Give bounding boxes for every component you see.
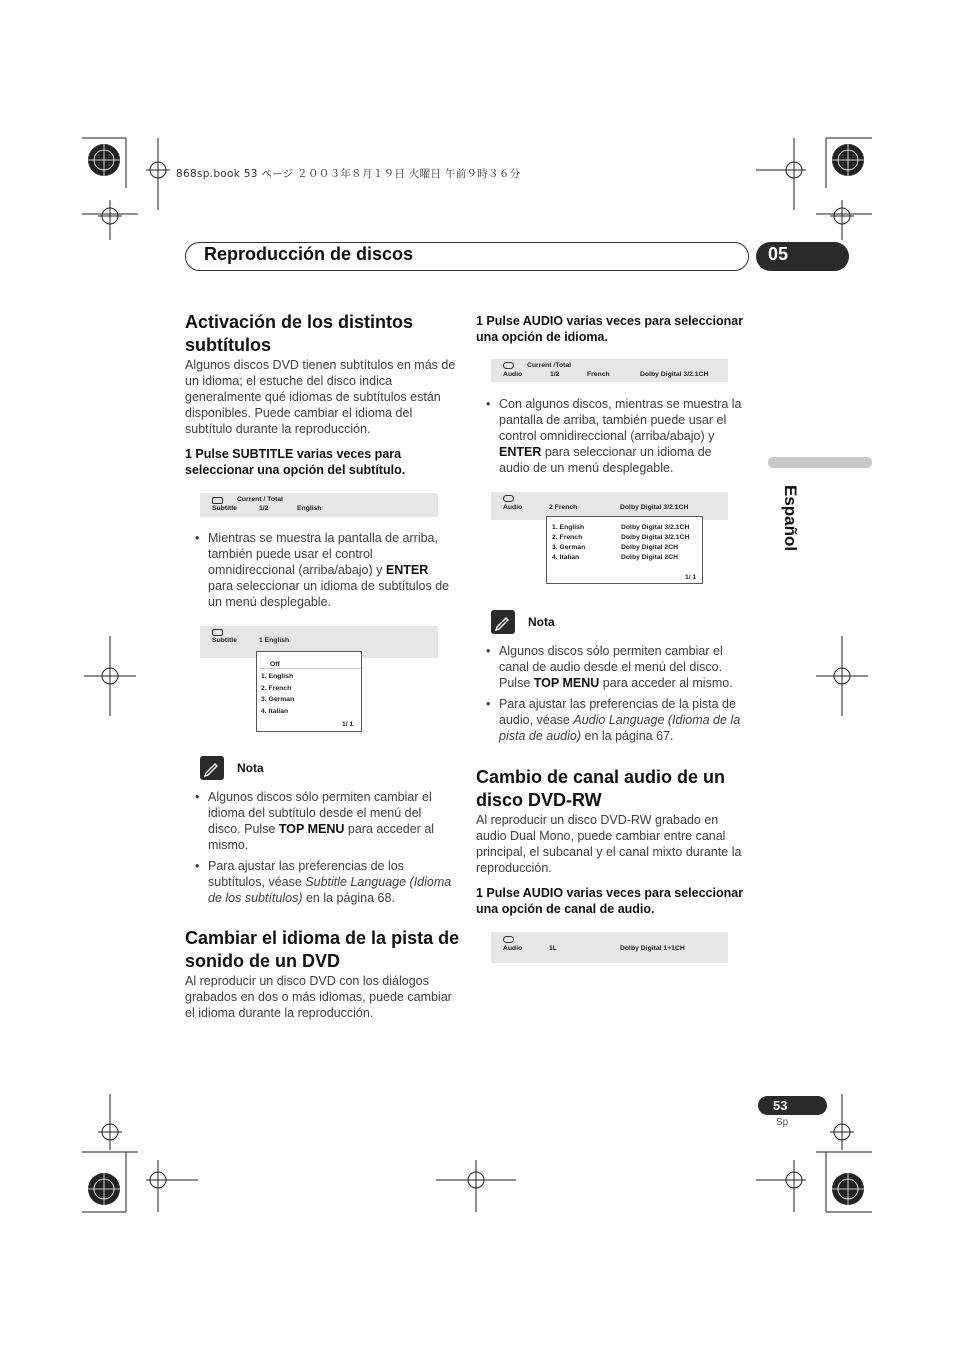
note-label: Nota (237, 761, 264, 775)
dropdown-subtitle (256, 651, 362, 732)
dropdown-item[interactable]: 3. German (552, 544, 586, 551)
language-code: Sp (776, 1117, 789, 1128)
osd-number: 1/2 (259, 505, 269, 512)
osd-value: French (587, 371, 610, 378)
osd-value: 2 French (549, 504, 578, 511)
page-title: Reproducción de discos (204, 244, 414, 264)
osd-label: Audio (503, 371, 523, 378)
audio-icon (503, 495, 514, 502)
language-label: Español (781, 485, 800, 552)
subtitle-icon (212, 497, 223, 504)
osd-format: Dolby Digital 3/2.1CH (620, 504, 689, 511)
dropdown-format: Dolby Digital 3/2.1CH (621, 534, 690, 541)
dropdown-item[interactable]: 2. French (261, 685, 292, 692)
dropdown-item[interactable]: 4. Italian (261, 708, 289, 715)
dropdown-item[interactable]: 1. English (261, 673, 294, 680)
osd-audio-channel (491, 932, 728, 963)
dropdown-page: 1/ 1 (685, 574, 697, 581)
note-bullet: • Para ajustar las preferencias de la pista de audio, véase Audio Language (Idioma de la pista de audio) en la página 67. (499, 696, 745, 744)
step-audio-channel: 1 Pulse AUDIO varias veces para seleccionar una opción de canal de audio. (476, 886, 744, 916)
step-audio: 1 Pulse AUDIO varias veces para seleccionar una opción de idioma. (476, 314, 744, 344)
pencil-icon (200, 756, 224, 780)
osd-value: 1L (549, 945, 557, 952)
dropdown-item[interactable]: Off (270, 661, 280, 668)
bullet-subtitle-menu: • Mientras se muestra la pantalla de arriba, también puede usar el control omnidireccional (arriba/abajo) y ENTER para seleccionar un idioma de subtítulos de un menú desplegable. (208, 530, 456, 610)
osd-header: Current /Total (527, 362, 572, 369)
osd-header: Current / Total (237, 496, 283, 503)
audio-icon (503, 936, 514, 943)
dropdown-format: Dolby Digital 3/2.1CH (621, 524, 690, 531)
note-bullet: • Para ajustar las preferencias de los subtítulos, véase Subtitle Language (Idioma de los subtítulos) en la página 68. (208, 858, 458, 906)
note-bullet: • Algunos discos sólo permiten cambiar el canal de audio desde el menú del disco. Pulse TOP MENU para acceder al mismo. (499, 643, 747, 691)
section-title-audio: Cambiar el idioma de la pista de sonido de un DVD (185, 928, 460, 971)
osd-format: Dolby Digital 3/2.1CH (640, 371, 709, 378)
language-tab (768, 457, 872, 468)
section-title-subtitles: Activación de los distintos subtítulos (185, 312, 414, 355)
section-body-subtitles: Algunos discos DVD tienen subtítulos en más de un idioma; el estuche del disco indica generalmente qué idiomas de subtítulos están disponibles. Puede cambiar el idioma del subtítulo durante la reproducción. (185, 358, 456, 436)
pencil-icon (491, 610, 515, 634)
dropdown-page: 1/ 1 (342, 721, 354, 728)
page-number: 53 (773, 1098, 788, 1113)
note-bullet: • Algunos discos sólo permiten cambiar el idioma del subtítulo desde el menú del disco. Pulse TOP MENU para acceder al mismo. (208, 789, 456, 853)
dropdown-format: Dolby Digital 2CH (621, 544, 679, 551)
osd-label: Audio (503, 945, 523, 952)
bullet-audio-menu: • Con algunos discos, mientras se muestra la pantalla de arriba, también puede usar el control omnidireccional (arriba/abajo) y ENTER para seleccionar un idioma de audio de un menú desplegable. (499, 396, 745, 476)
section-body-dvdrw: Al reproducir un disco DVD-RW grabado en audio Dual Mono, puede cambiar entre canal principal, el subcanal y el canal mixto durante la reproducción. (476, 813, 742, 875)
print-info-line: 868sp.book 53 ページ ２００３年８月１９日 火曜日 午前９時３６分 (176, 168, 521, 180)
osd-format: Dolby Digital 1+1CH (620, 945, 685, 952)
subtitle-icon (212, 629, 223, 636)
osd-value: English (297, 505, 322, 512)
chapter-number: 05 (768, 244, 789, 264)
dropdown-item[interactable]: 4. Italian (552, 554, 580, 561)
osd-subtitle-current (200, 493, 438, 517)
dropdown-audio (546, 516, 703, 584)
dropdown-item[interactable]: 3. German (261, 696, 295, 703)
audio-icon (503, 362, 514, 369)
section-title-dvdrw: Cambio de canal audio de un disco DVD-RW (476, 767, 726, 810)
page-number-badge (758, 1096, 827, 1115)
section-body-audio: Al reproducir un disco DVD con los diálogos grabados en dos o más idiomas, puede cambiar el idioma durante la reproducción. (185, 974, 452, 1020)
step-subtitle: 1 Pulse SUBTITLE varias veces para seleccionar una opción del subtítulo. (185, 447, 406, 477)
dropdown-item[interactable]: 2. French (552, 534, 583, 541)
dropdown-format: Dolby Digital 2CH (621, 554, 679, 561)
note-label: Nota (528, 615, 555, 629)
dropdown-item[interactable]: 1. English (552, 524, 585, 531)
osd-label: Subtitle (212, 637, 237, 644)
osd-number: 1/2 (550, 371, 560, 378)
osd-value: 1 English (259, 637, 290, 644)
osd-label: Subtitle (212, 505, 237, 512)
osd-audio-current (491, 359, 728, 382)
osd-label: Audio (503, 504, 523, 511)
